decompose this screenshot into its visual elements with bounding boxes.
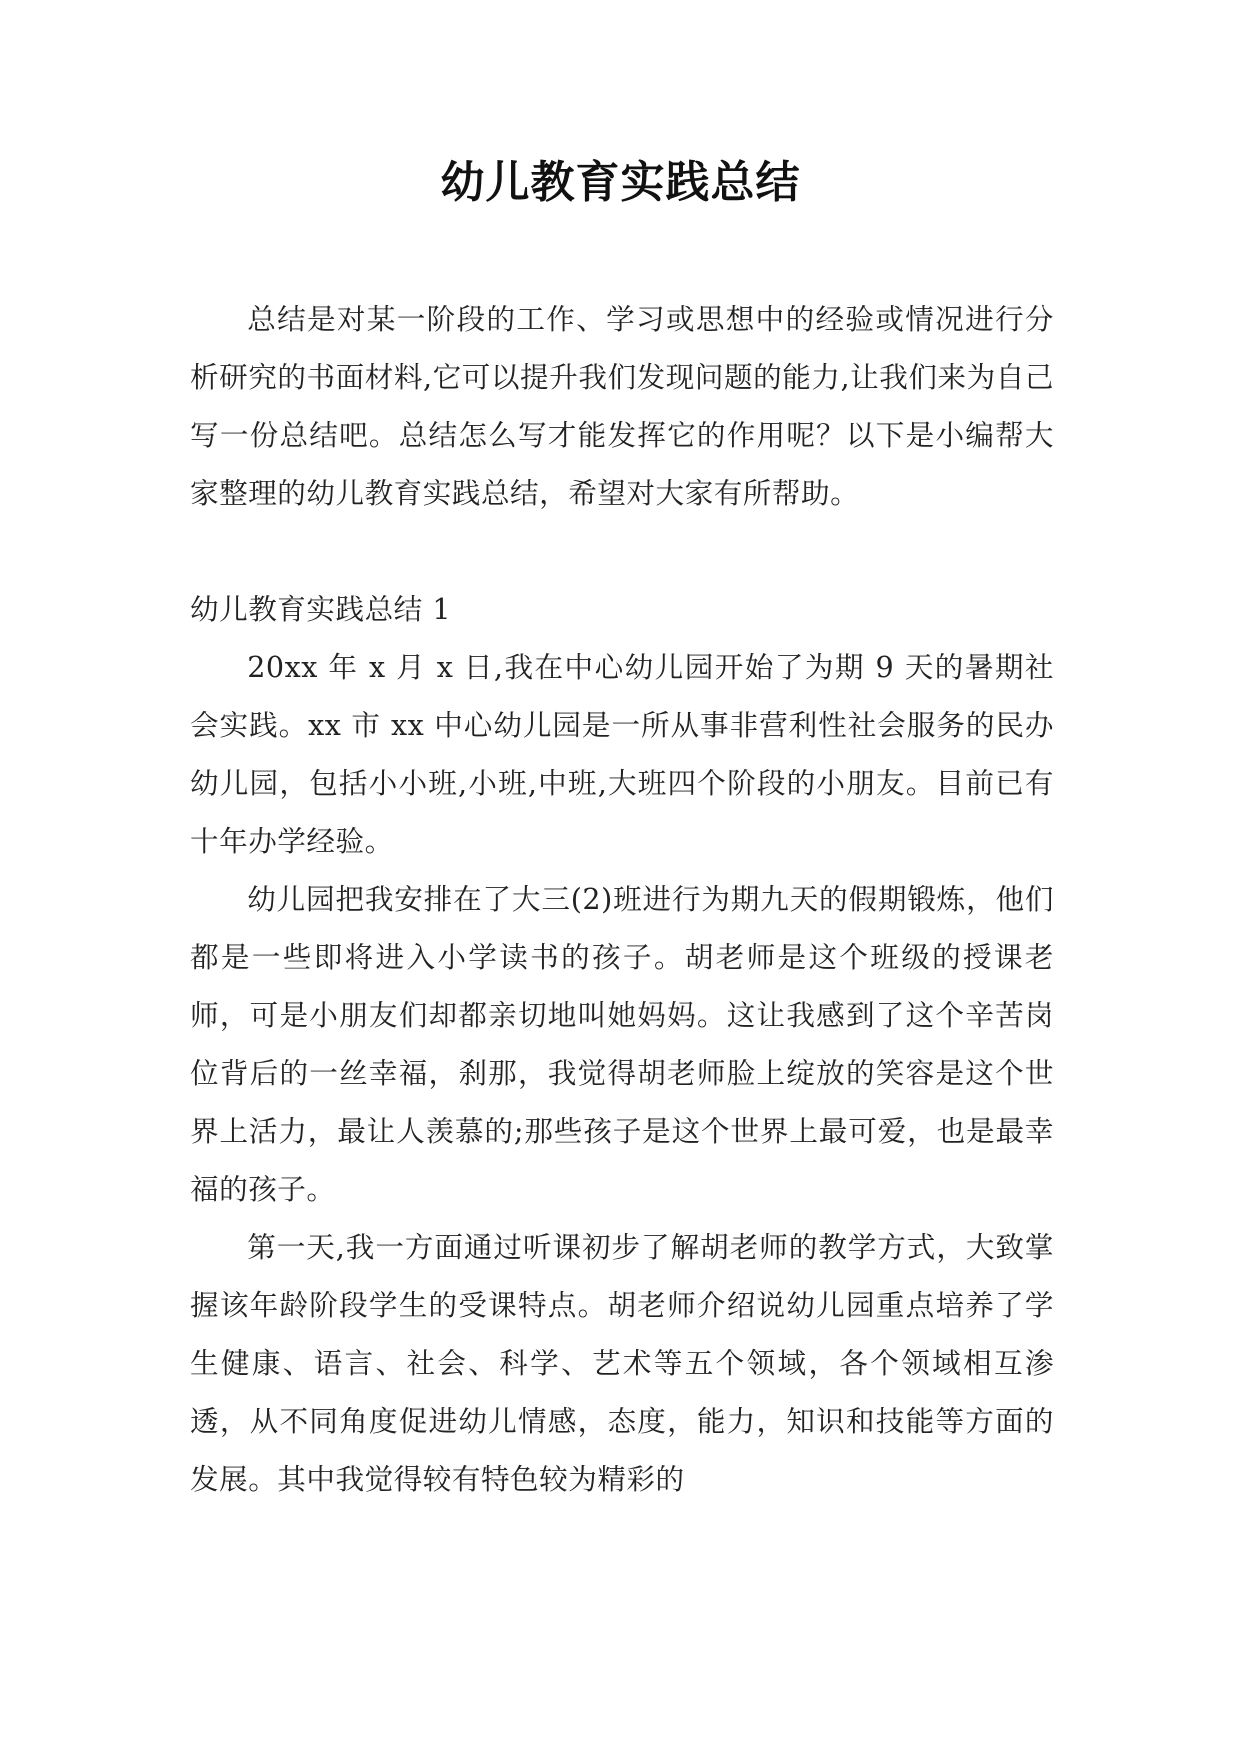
body-paragraph-2: 幼儿园把我安排在了大三(2)班进行为期九天的假期锻炼，他们都是一些即将进入小学读书的孩子。胡老师是这个班级的授课老师，可是小朋友们却都亲切地叫她妈妈。这让我感到了这个辛苦岗位背后的一丝幸福，刹那，我觉得胡老师脸上绽放的笑容是这个世界上活力，最让人羡慕的;那些孩子是这个世界上最可爱，也是最幸福的孩子。 — [190, 882, 1054, 1206]
body-paragraph-1: 20xx 年 x 月 x 日,我在中心幼儿园开始了为期 9 天的暑期社会实践。xx 市 xx 中心幼儿园是一所从事非营利性社会服务的民办幼儿园，包括小小班,小班,中班,大班四个阶段的小朋友。目前已有十年办学经验。 — [190, 650, 1054, 858]
body-paragraph-3: 第一天,我一方面通过听课初步了解胡老师的教学方式，大致掌握该年龄阶段学生的受课特点。胡老师介绍说幼儿园重点培养了学生健康、语言、社会、科学、艺术等五个领域，各个领域相互渗透，从不同角度促进幼儿情感，态度，能力，知识和技能等方面的发展。其中我觉得较有特色较为精彩的 — [190, 1230, 1054, 1496]
document-body — [190, 290, 1054, 1508]
intro-paragraph: 总结是对某一阶段的工作、学习或思想中的经验或情况进行分析研究的书面材料,它可以提升我们发现问题的能力,让我们来为自己写一份总结吧。总结怎么写才能发挥它的作用呢？以下是小编帮大家整理的幼儿教育实践总结，希望对大家有所帮助。 — [190, 302, 1054, 510]
document-title: 幼儿教育实践总结 — [440, 157, 801, 208]
paragraph-spacer — [190, 522, 1054, 580]
section-heading: 幼儿教育实践总结 1 — [190, 592, 452, 626]
